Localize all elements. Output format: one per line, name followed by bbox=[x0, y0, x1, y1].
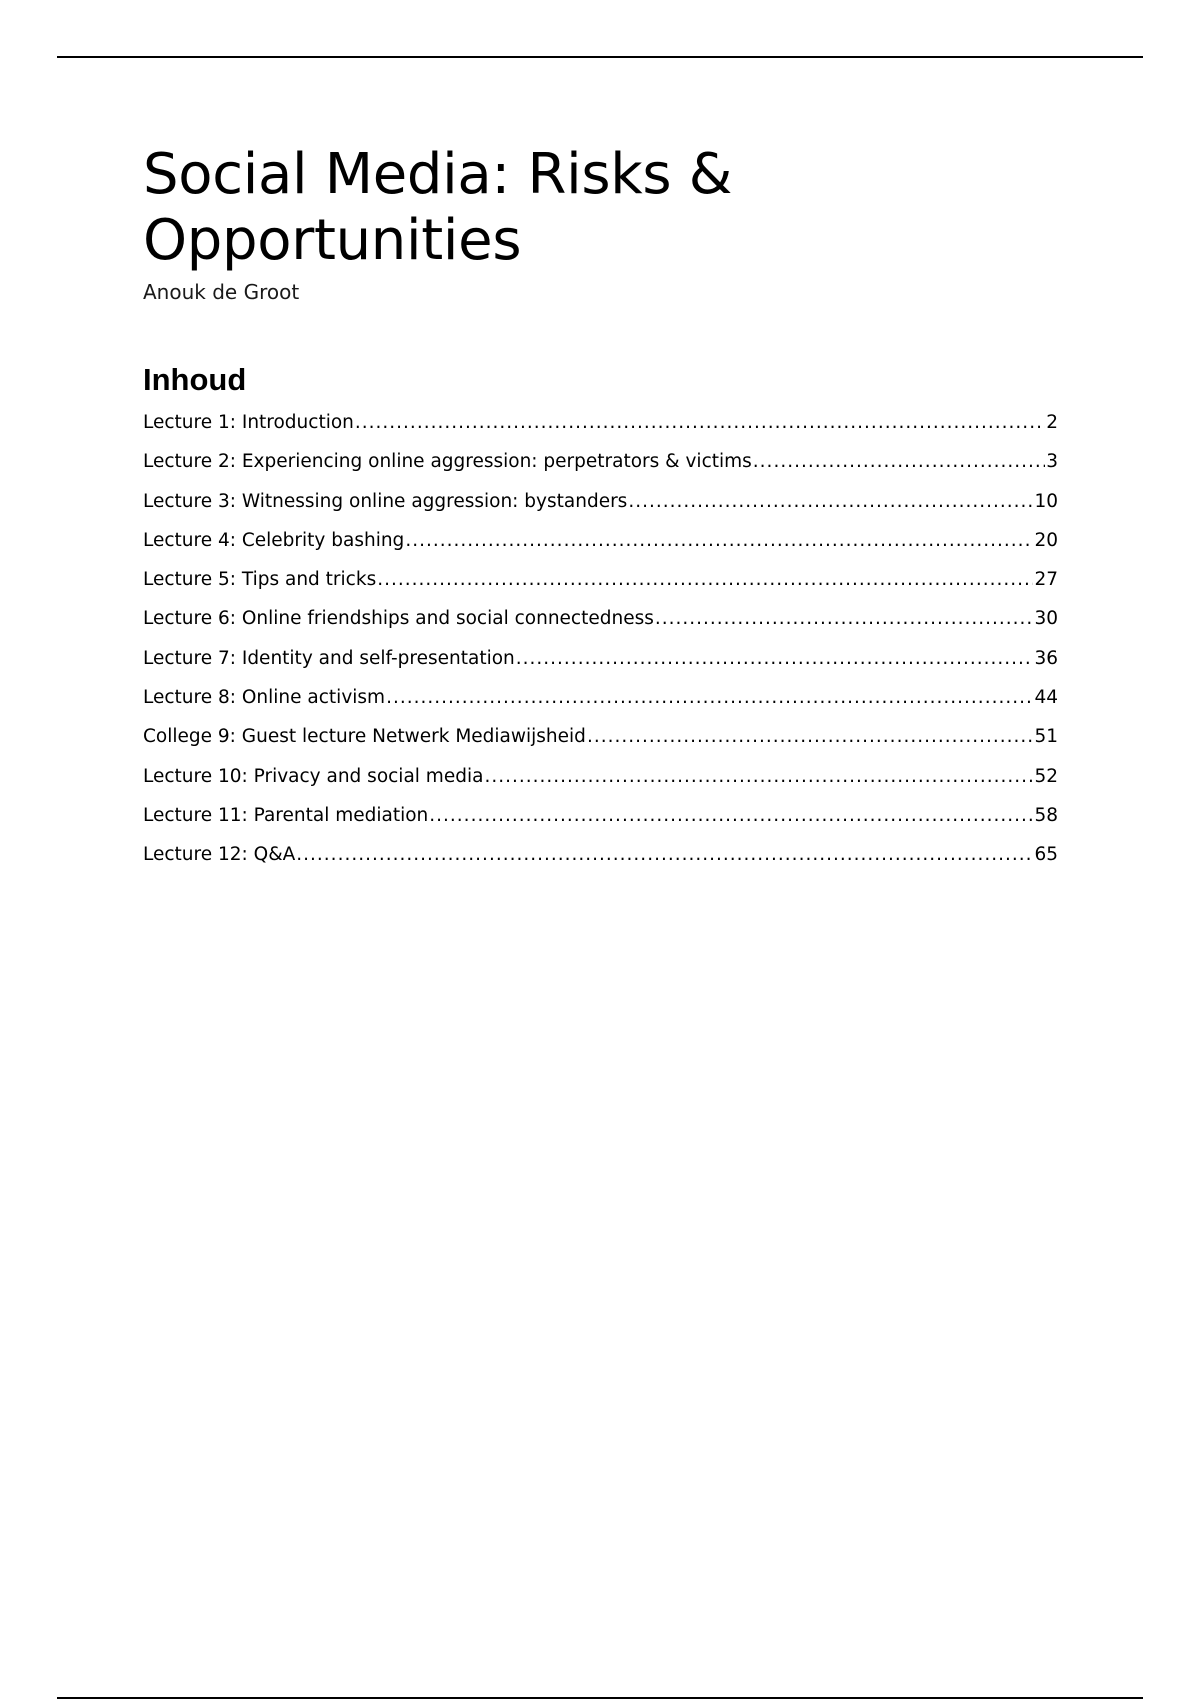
table-of-contents bbox=[143, 411, 1058, 883]
toc-entry-label: Lecture 10: Privacy and social media bbox=[143, 765, 484, 787]
toc-dot-leader bbox=[405, 529, 1033, 553]
toc-entry-label: Lecture 12: Q&A bbox=[143, 844, 296, 866]
toc-entry-label: Lecture 11: Parental mediation bbox=[143, 804, 429, 826]
toc-entry-page: 20 bbox=[1034, 529, 1058, 551]
toc-entry-page: 30 bbox=[1034, 608, 1058, 630]
toc-entry-label: Lecture 6: Online friendships and social connectedness bbox=[143, 608, 654, 630]
toc-entry-page: 36 bbox=[1034, 647, 1058, 669]
toc-entry[interactable] bbox=[143, 568, 1058, 607]
toc-entry-label: Lecture 1: Introduction bbox=[143, 412, 354, 433]
toc-entry[interactable] bbox=[143, 765, 1058, 804]
document-body bbox=[143, 142, 1058, 883]
toc-entry[interactable] bbox=[143, 490, 1058, 529]
toc-entry[interactable] bbox=[143, 450, 1058, 489]
toc-entry[interactable] bbox=[143, 804, 1058, 843]
toc-entry-page: 27 bbox=[1034, 569, 1058, 591]
footer-rule bbox=[57, 1697, 1143, 1699]
toc-entry[interactable] bbox=[143, 607, 1058, 646]
toc-entry[interactable] bbox=[143, 843, 1058, 882]
toc-entry[interactable] bbox=[143, 529, 1058, 568]
toc-dot-leader bbox=[628, 490, 1033, 514]
toc-dot-leader bbox=[429, 804, 1033, 828]
toc-entry-label: Lecture 3: Witnessing online aggression: bystanders bbox=[143, 490, 628, 512]
toc-dot-leader bbox=[355, 411, 1045, 435]
toc-entry-page: 2 bbox=[1046, 412, 1058, 433]
header-rule bbox=[57, 56, 1143, 58]
toc-entry-label: Lecture 4: Celebrity bashing bbox=[143, 529, 405, 551]
toc-dot-leader bbox=[753, 450, 1045, 474]
toc-entry-label: Lecture 2: Experiencing online aggression: perpetrators & victims bbox=[143, 451, 752, 473]
toc-entry[interactable] bbox=[143, 647, 1058, 686]
document-title: Social Media: Risks & Opportunities bbox=[143, 142, 733, 273]
toc-dot-leader bbox=[516, 647, 1034, 671]
toc-entry-page: 65 bbox=[1034, 844, 1058, 866]
toc-entry-page: 58 bbox=[1034, 804, 1058, 826]
toc-entry-label: Lecture 7: Identity and self-presentation bbox=[143, 647, 515, 669]
toc-heading: Inhoud bbox=[143, 362, 247, 397]
toc-entry-label: Lecture 5: Tips and tricks bbox=[143, 569, 377, 591]
toc-entry-page: 52 bbox=[1034, 765, 1058, 787]
toc-entry-page: 3 bbox=[1046, 451, 1058, 473]
toc-entry[interactable] bbox=[143, 686, 1058, 725]
toc-entry-label: Lecture 8: Online activism bbox=[143, 687, 386, 709]
toc-dot-leader bbox=[587, 725, 1034, 749]
toc-entry-label: College 9: Guest lecture Netwerk Mediawijsheid bbox=[143, 726, 586, 748]
toc-entry[interactable] bbox=[143, 725, 1058, 764]
toc-dot-leader bbox=[386, 686, 1033, 710]
toc-dot-leader bbox=[655, 607, 1034, 631]
toc-dot-leader bbox=[296, 843, 1033, 867]
toc-entry-page: 44 bbox=[1034, 687, 1058, 709]
toc-entry[interactable] bbox=[143, 411, 1058, 450]
toc-entry-page: 51 bbox=[1034, 726, 1058, 748]
toc-entry-page: 10 bbox=[1034, 490, 1058, 512]
toc-dot-leader bbox=[484, 765, 1033, 789]
toc-dot-leader bbox=[377, 568, 1033, 592]
document-author: Anouk de Groot bbox=[143, 280, 300, 304]
